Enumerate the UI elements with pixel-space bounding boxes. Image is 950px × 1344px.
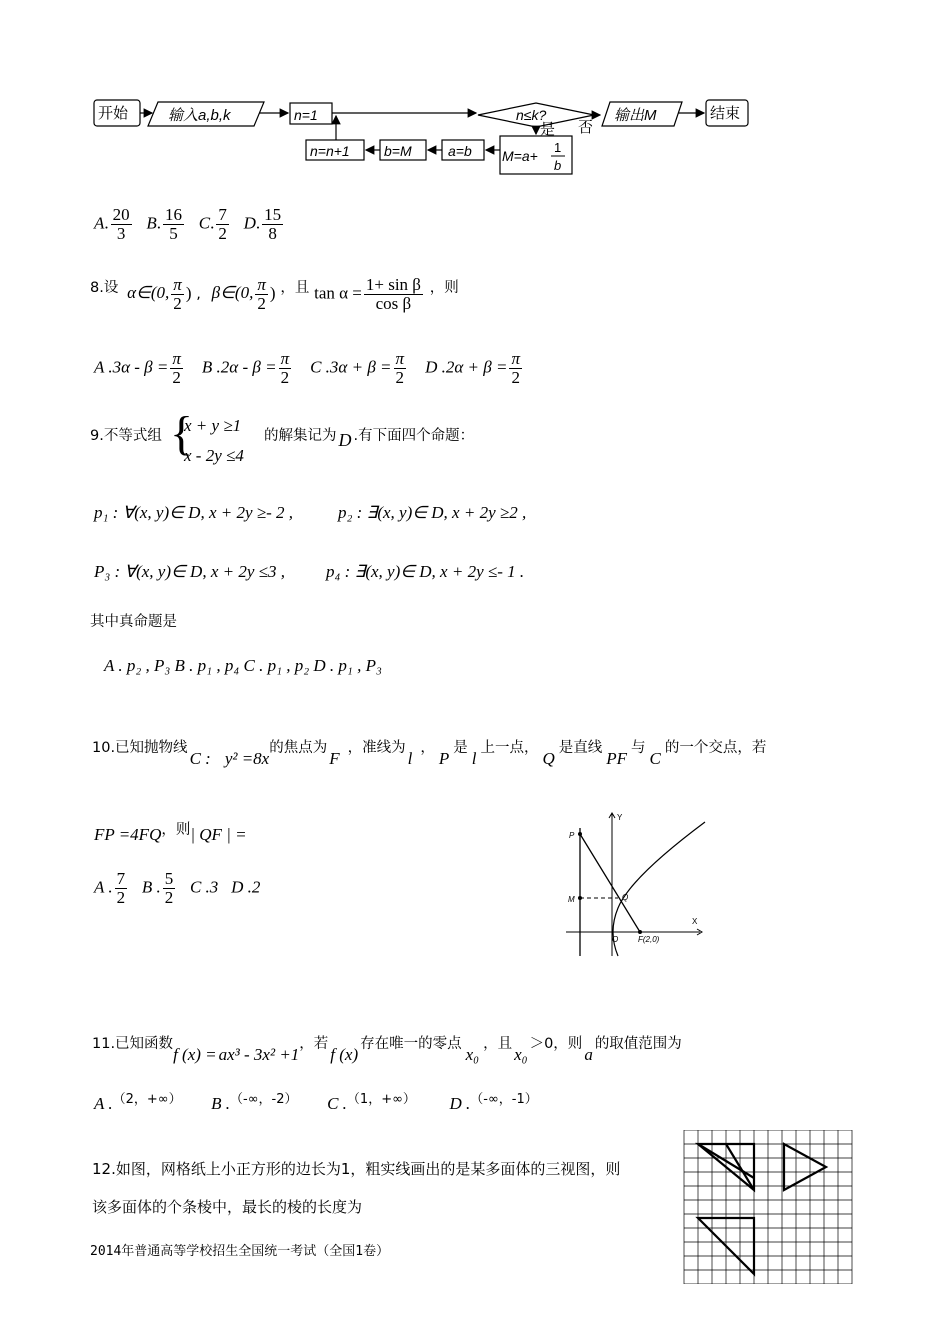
flow-step-b-label: b=M: [384, 143, 412, 159]
flow-output-label: 输出M: [614, 107, 657, 124]
flow-cond-label: n≤k?: [516, 107, 547, 123]
graph-o-label: O: [612, 935, 619, 944]
q9-p1: p₁ : ∀(x, y)∈ D, x + 2y ≥- 2 ,: [94, 503, 294, 522]
flow-start-label: 开始: [98, 105, 129, 122]
q9-p4: p₄ : ∃(x, y)∈ D, x + 2y ≤- 1 .: [326, 562, 525, 581]
three-view-grid: [682, 1130, 858, 1284]
parabola-graph: [560, 808, 720, 960]
flow-yes-label: 是: [540, 121, 556, 138]
flow-step-n-label: n=n+1: [310, 143, 350, 159]
q9-p2: p₂ : ∃(x, y)∈ D, x + 2y ≥2 ,: [338, 503, 527, 522]
q7-opt-b: $\frac{16}{5}$: [165, 205, 183, 243]
q9-ineq-2: x - 2y ≤4: [184, 446, 244, 465]
q11-options: A .（2，+∞） B .（-∞，-2） C .（1，+∞） D .（-∞，-1）: [94, 1092, 538, 1113]
flow-step-m-den: b: [554, 158, 562, 173]
q9-brace: {: [170, 407, 194, 460]
q9-ineq-1: x + y ≥1: [184, 416, 242, 435]
graph-q-label: Q: [622, 893, 629, 902]
flow-input-label: 输入a,b,k: [168, 107, 231, 124]
q10-condition: FP =4FQ，则| QF | =: [94, 822, 247, 844]
question-8: 8.设 α∈(0, $\frac{\pi}{2}$ ) , β∈(0, $\frac{\pi}{2}$ ) ，且 tan α = $\frac{\text{1+ sin β}}{\text{cos β}}$ ，则: [90, 275, 459, 313]
q8-options: A .3α - β = $\frac{\pi}{2}$ B .2α - β = $\frac{\pi}{2}$ C .3α + β = $\frac{\pi}{2}$ D .2α + β = $\frac{\pi}{2}$: [94, 349, 520, 387]
graph-x-label: X: [692, 917, 698, 926]
graph-y-label: Y: [617, 813, 623, 822]
q12-line-2: 该多面体的个条棱中，最长的棱的长度为: [92, 1198, 363, 1216]
graph-m-label: M: [568, 895, 575, 904]
graph-f-label: F(2,0): [638, 935, 660, 944]
q9-p3: P₃ : ∀(x, y)∈ D, x + 2y ≤3 ,: [94, 562, 285, 581]
program-flowchart: [88, 94, 768, 180]
q7-opt-a: $\frac{20}{3}$: [112, 205, 130, 243]
flow-end-label: 结束: [710, 105, 741, 122]
flow-step-m-pre: M=a+: [502, 148, 538, 164]
footer-exam-title: 2014年普通高等学校招生全国统一考试（全国1卷）: [90, 1244, 390, 1259]
question-10: 10.已知抛物线C : y² =8x的焦点为F，准线为l，P是l上一点，Q是直线PF与C的一个交点，若: [92, 740, 767, 768]
q9-prefix: 9.不等式组: [90, 428, 162, 444]
q9-true-label: 其中真命题是: [90, 614, 177, 630]
question-11: 11.已知函数f (x) = ax³ - 3x² +1，若f (x)存在唯一的零点x₀，且x₀＞0，则a的取值范围为: [92, 1036, 682, 1064]
q7-options: A. $\frac{20}{3}$ B. $\frac{16}{5}$ C. $\frac{7}{2}$ D. $\frac{15}{8}$: [94, 205, 282, 243]
graph-p-label: P: [569, 831, 575, 840]
q7-opt-d: $\frac{15}{8}$: [264, 205, 282, 243]
q9-options: A . p₂ , P₃ B . p₁ , p₄ C . p₁ , p₂ D . p₁ , P₃: [104, 656, 382, 675]
side-view: [784, 1144, 826, 1190]
q9-mid: 的解集记为 D .有下面四个命题：: [264, 428, 475, 450]
flow-step-m-num: 1: [554, 140, 562, 155]
q7-opt-c: $\frac{7}{2}$: [218, 205, 227, 243]
q12-line-1: 12.如图，网格纸上小正方形的边长为1，粗实线画出的是某多面体的三视图，则: [92, 1160, 621, 1178]
flow-no-label: 否: [578, 119, 594, 136]
flow-step-a-label: a=b: [448, 143, 472, 159]
q10-options: A . $\frac{7}{2}$ B . $\frac{5}{2}$ C .3 D .2: [94, 869, 261, 907]
flow-init-label: n=1: [294, 107, 318, 123]
